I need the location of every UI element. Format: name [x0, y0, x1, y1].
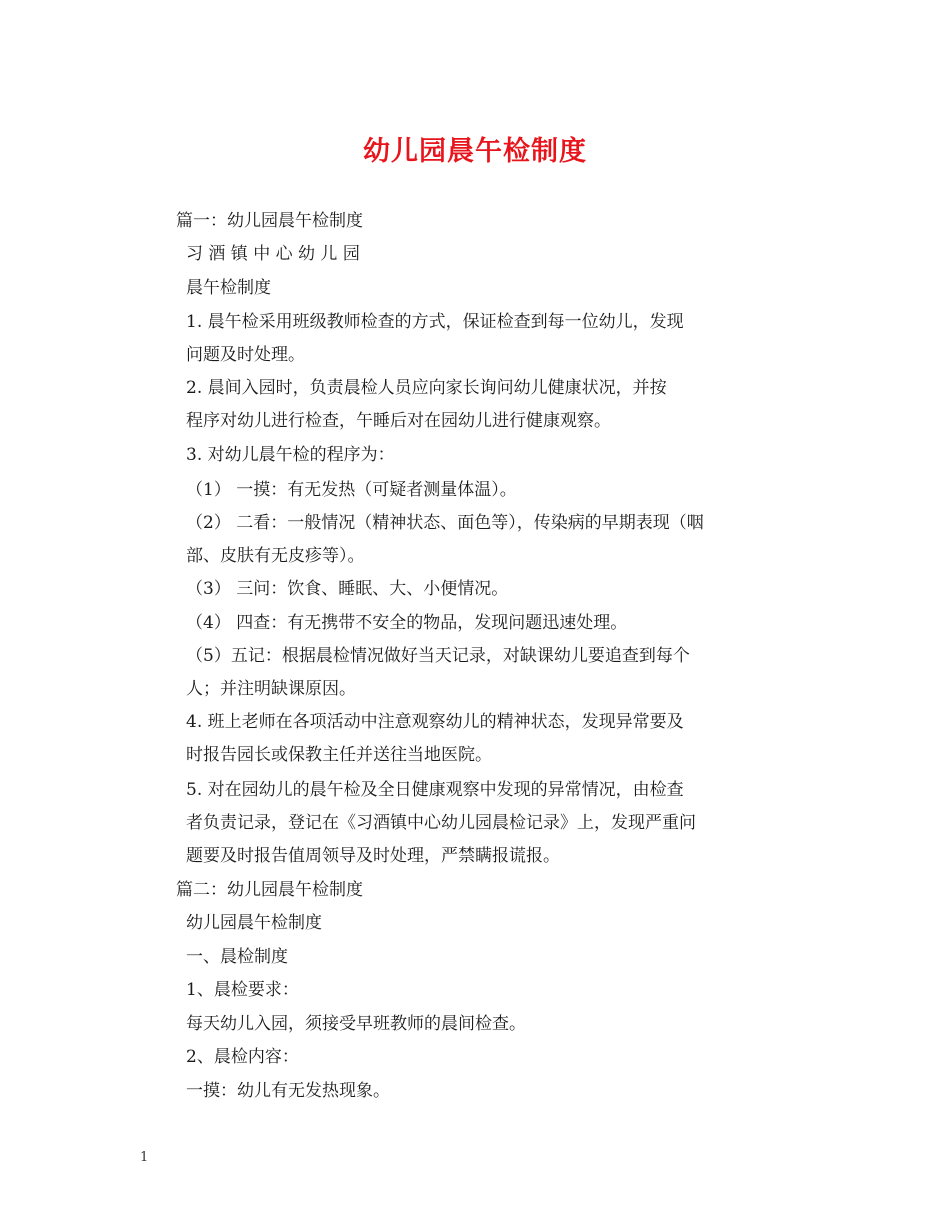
page-number: 1 [140, 1150, 149, 1165]
text-line: 5. 对在园幼儿的晨午检及全日健康观察中发现的异常情况，由检查 [186, 780, 684, 800]
text-line: 部、皮肤有无皮疹等）。 [186, 546, 365, 566]
text-line: （2） 二看：一般情况（精神状态、面色等），传染病的早期表现（咽 [186, 513, 704, 533]
text-line: 一、晨检制度 [186, 947, 288, 967]
text-line: （3） 三问：饮食、睡眠、大、小便情况。 [186, 579, 509, 599]
text-line: 2、晨检内容： [186, 1047, 299, 1067]
text-line: 题要及时报告值周领导及时处理，严禁瞒报谎报。 [186, 846, 560, 866]
text-line: 1、晨检要求： [186, 980, 299, 1000]
text-line: 篇一：幼儿园晨午检制度 [176, 211, 363, 231]
text-line: （1） 一摸：有无发热（可疑者测量体温）。 [186, 480, 517, 500]
text-line: 程序对幼儿进行检查，午睡后对在园幼儿进行健康观察。 [186, 411, 611, 431]
text-line: （4） 四查：有无携带不安全的物品，发现问题迅速处理。 [186, 613, 628, 633]
text-line: 每天幼儿入园，须接受早班教师的晨间检查。 [186, 1014, 526, 1034]
text-line: 时报告园长或保教主任并送往当地医院。 [186, 745, 492, 765]
text-line: 问题及时处理。 [186, 345, 305, 365]
text-line: 3. 对幼儿晨午检的程序为： [186, 445, 395, 465]
text-line: 2. 晨间入园时，负责晨检人员应向家长询问幼儿健康状况，并按 [186, 378, 667, 398]
text-line: 4. 班上老师在各项活动中注意观察幼儿的精神状态，发现异常要及 [186, 712, 684, 732]
text-line: 幼儿园晨午检制度 [186, 913, 322, 933]
text-line: 一摸：幼儿有无发热现象。 [186, 1081, 390, 1101]
text-line: 人；并注明缺课原因。 [186, 679, 356, 699]
text-line: 篇二：幼儿园晨午检制度 [176, 880, 363, 900]
text-line: （5）五记：根据晨检情况做好当天记录，对缺课幼儿要追查到每个 [186, 646, 690, 666]
text-line: 者负责记录，登记在《习酒镇中心幼儿园晨检记录》上，发现严重问 [186, 813, 696, 833]
document-title: 幼儿园晨午检制度 [363, 136, 587, 167]
text-line: 习 酒 镇 中 心 幼 儿 园 [186, 244, 360, 264]
text-line: 1. 晨午检采用班级教师检查的方式，保证检查到每一位幼儿，发现 [186, 312, 684, 332]
text-line: 晨午检制度 [186, 278, 271, 298]
